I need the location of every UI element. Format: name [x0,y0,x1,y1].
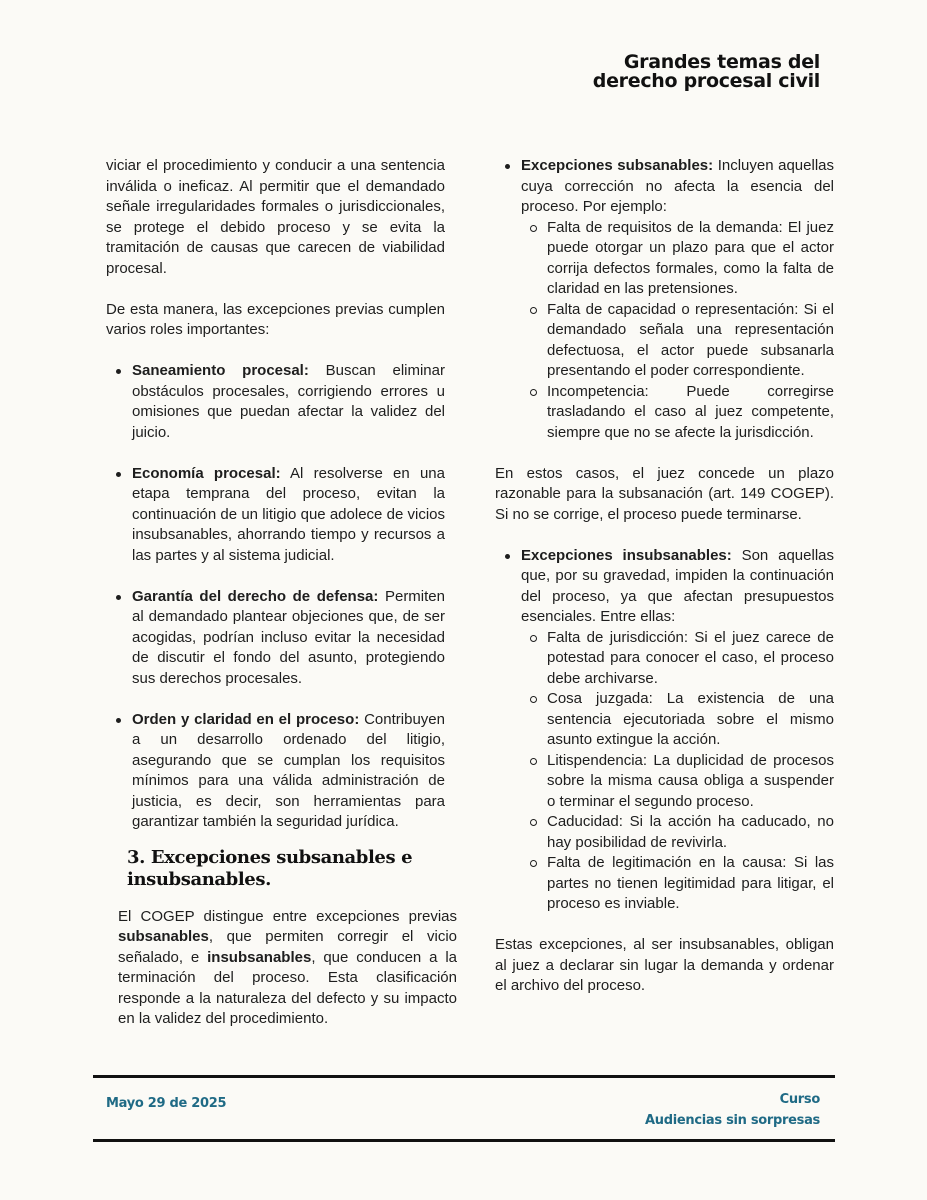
role-term: Economía procesal: [132,464,281,482]
role-term: Saneamiento procesal: [132,362,309,379]
role-text: Buscan eliminar obstáculos procesales, corrigiendo errores u omisiones que puedan afectar la validez del juicio. [132,362,445,441]
insubsanables-list [495,546,834,915]
list-item [106,361,445,443]
classification-paragraph [118,907,457,1030]
intro-paragraph: viciar el procedimiento y conducir a una sentencia inválida o ineficaz. Al permitir que el demandado señale irregularidades formales o jurisdiccionales, se protege el debido proceso y se evita la tramitación de causas que carecen de viabilidad procesal. [106,157,445,277]
list-item: Falta de requisitos de la demanda: El juez puede otorgar un plazo para que el actor corrija defectos formales, como la falta de claridad en las pretensiones. [521,218,834,300]
list-item: Falta de jurisdicción: Si el juez carece de potestad para conocer el caso, el proceso debe archivarse. [521,628,834,690]
header-title-line-2: derecho procesal civil [592,70,820,92]
role-text: Al resolverse en una etapa temprana del proceso, evitan la continuación de un litigio que adolece de vicios insubsanables, ahorrando tiempo y recursos a las partes y al sistema judicial. [132,464,445,564]
list-text: Incluyen aquellas cuya corrección no afecta la esencia del proceso. Por ejemplo: [521,157,834,215]
header-title [593,53,820,91]
bold-term: subsanables [118,928,209,945]
list-item [106,587,445,690]
list-item: Falta de capacidad o representación: Si el demandado señala una representación defectuosa, el actor puede subsanarla presentando el poder correspondiente. [521,300,834,382]
footer-divider-top [93,1075,835,1078]
footer-date: Mayo 29 de 2025 [106,1096,227,1111]
subsanables-examples [521,218,834,444]
closing-paragraph: Estas excepciones, al ser insubsanables, obligan al juez a declarar sin lugar la demanda y ordenar el archivo del proceso. [495,936,834,994]
role-term: Garantía del derecho de defensa: [132,587,379,605]
subsanables-list [495,156,834,443]
footer-course-label: Curso [779,1092,820,1107]
left-column [106,156,457,1030]
footer-course [645,1089,820,1131]
footer-course-title: Audiencias sin sorpresas [645,1113,820,1128]
roles-intro-paragraph: De esta manera, las excepciones previas cumplen varios roles importantes: [106,300,445,338]
text-run: , que conducen a la terminación del proceso. Esta clasificación responde a la naturaleza del defecto y su impacto en la validez del procedimiento. [118,948,457,1027]
list-term: Excepciones subsanables: [521,157,714,174]
role-text: Permiten al demandado plantear objeciones que, de ser acogidas, podrían incluso evitar la necesidad de discutir el fondo del asunto, protegiendo sus derechos procesales. [132,587,445,687]
list-item: Falta de legitimación en la causa: Si las partes no tienen legitimidad para litigar, el proceso es inviable. [521,853,834,915]
list-item: Incompetencia: Puede corregirse trasladando el caso al juez competente, siempre que no se afecte la jurisdicción. [521,382,834,444]
section-heading: 3. Excepciones subsanables e insubsanables. [127,846,413,890]
bold-term: insubsanables [207,948,312,966]
role-term: Orden y claridad en el proceso: [132,710,360,728]
subsanation-paragraph: En estos casos, el juez concede un plazo razonable para la subsanación (art. 149 COGEP). Si no se corrige, el proceso puede terminarse. [495,464,834,523]
list-item: Caducidad: Si la acción ha caducado, no hay posibilidad de revivirla. [521,812,834,853]
list-item [106,464,445,567]
list-item: Cosa juzgada: La existencia de una sentencia ejecutoriada sobre el mismo asunto extingue la acción. [521,689,834,751]
list-text: Son aquellas que, por su gravedad, impiden la continuación del proceso, ya que afectan presupuestos esenciales. Entre ellas: [521,546,834,625]
roles-list [106,361,445,833]
list-item [495,546,834,915]
text-run: El COGEP distingue entre excepciones previas [118,907,457,925]
right-column [495,156,834,997]
footer-divider-bottom [93,1139,835,1142]
text-run: , que permiten corregir el vicio señalado, e [118,928,457,966]
header-title-line-1: Grandes temas del [623,51,820,73]
list-item: Litispendencia: La duplicidad de procesos sobre la misma causa obliga a suspender o terminar el segundo proceso. [521,751,834,813]
list-item [495,156,834,443]
list-term: Excepciones insubsanables: [521,546,732,564]
list-item [106,710,445,833]
insubsanables-examples [521,628,834,915]
role-text: Contribuyen a un desarrollo ordenado del litigio, asegurando que se cumplan los requisitos mínimos para una válida administración de justicia, es decir, son herramientas para garantizar también la seguridad jurídica. [132,710,445,830]
